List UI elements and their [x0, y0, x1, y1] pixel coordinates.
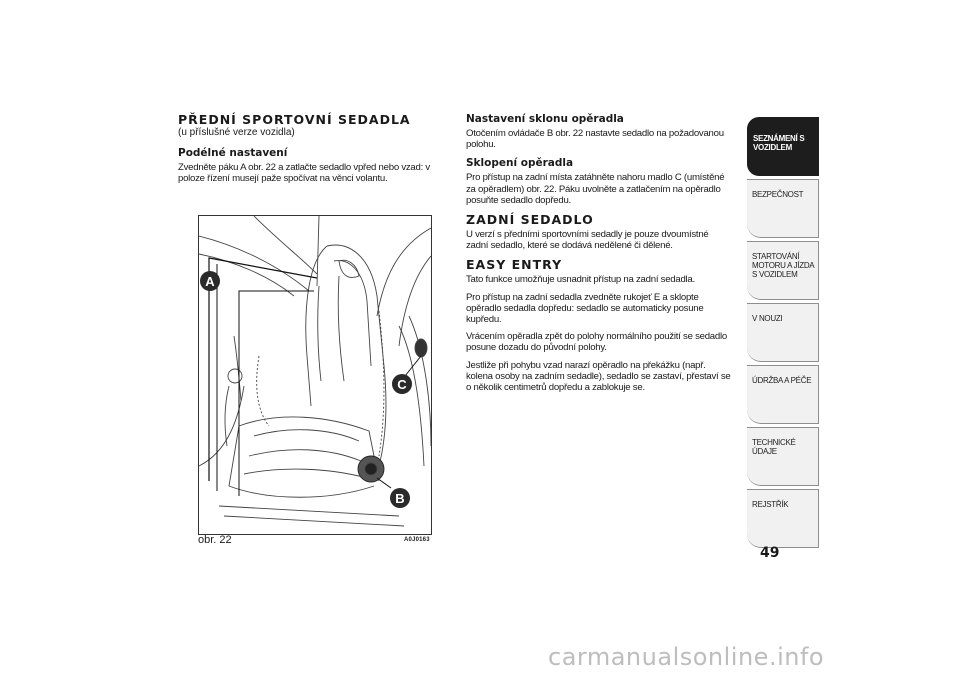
subsection-title: Sklopení opěradla — [466, 157, 574, 170]
paragraph: Pro přístup na zadní místa zatáhněte nahoru madlo C (umístěné za opěradlem) obr. 22. Páku uvolněte a zatlačením na opěradlo posuňte sedadlo dopředu. — [466, 172, 725, 206]
label-c: C — [397, 377, 407, 392]
tab-technicke-udaje[interactable]: TECHNICKÉ ÚDAJE — [747, 427, 819, 486]
figure-code: A0J0163 — [404, 537, 430, 543]
tab-seznameni[interactable]: SEZNÁMENÍ S VOZIDLEM — [747, 117, 819, 176]
paragraph: Pro přístup na zadní sedadla zvedněte rukojeť E a sklopte opěradlo sedadla dopředu: sedadlo se automaticky posune kupředu. — [466, 291, 704, 326]
paragraph: Otočením ovládače B obr. 22 nastavte sedadlo na požadovanou polohu. — [466, 128, 724, 151]
page-number: 49 — [760, 545, 780, 561]
seat-illustration — [198, 215, 432, 535]
callout-c — [392, 374, 412, 394]
paragraph: Jestliže při pohybu vzad narazí opěradlo na překážku (např. kolena osoby na zadním sedadle), sedadlo se zastaví, přestaví se o několik centimetrů dopředu a zablokuje se. — [466, 359, 731, 394]
tab-bezpecnost[interactable]: BEZPEČNOST — [747, 179, 819, 238]
watermark: carmanualsonline.info — [548, 643, 825, 671]
paragraph: U verzí s předními sportovními sedadly je pouze dvoumístné zadní sedadlo, které se dodává nedělené či dělené. — [466, 229, 709, 252]
tab-rejstrik[interactable]: REJSTŘÍK — [747, 489, 819, 548]
tab-startovani[interactable]: STARTOVÁNÍ MOTORU A JÍZDA S VOZIDLEM — [747, 241, 819, 300]
figure-caption: obr. 22 — [198, 534, 232, 546]
subsection-title: Nastavení sklonu opěradla — [466, 113, 624, 125]
section-title: EASY ENTRY — [466, 257, 563, 273]
left-column — [178, 112, 436, 190]
right-column — [466, 112, 731, 399]
paragraph: Tato funkce umožňuje usnadnit přístup na zadní sedadla. — [466, 274, 695, 286]
label-b: B — [395, 491, 405, 506]
label-a: A — [205, 274, 215, 289]
chapter-tabs — [747, 117, 819, 551]
tab-udrzba[interactable]: ÚDRŽBA A PÉČE — [747, 365, 819, 424]
section-title: ZADNÍ SEDADLO — [466, 212, 594, 228]
paragraph: Zvedněte páku A obr. 22 a zatlačte sedadlo vpřed nebo vzad: v poloze řízení musejí paže spočívat na věnci volantu. — [178, 162, 430, 185]
seat-drawing — [199, 216, 431, 534]
callout-b — [390, 488, 410, 508]
paragraph: Vrácením opěradla zpět do polohy normálního použití se sedadlo posune dozadu do původní polohy. — [466, 331, 727, 354]
section-subtitle: (u příslušné verze vozidla) — [178, 127, 295, 138]
tab-v-nouzi[interactable]: V NOUZI — [747, 303, 819, 362]
subsection-title: Podélné nastavení — [178, 147, 288, 159]
callout-a — [200, 271, 220, 291]
section-title: PŘEDNÍ SPORTOVNÍ SEDADLA — [178, 112, 411, 127]
